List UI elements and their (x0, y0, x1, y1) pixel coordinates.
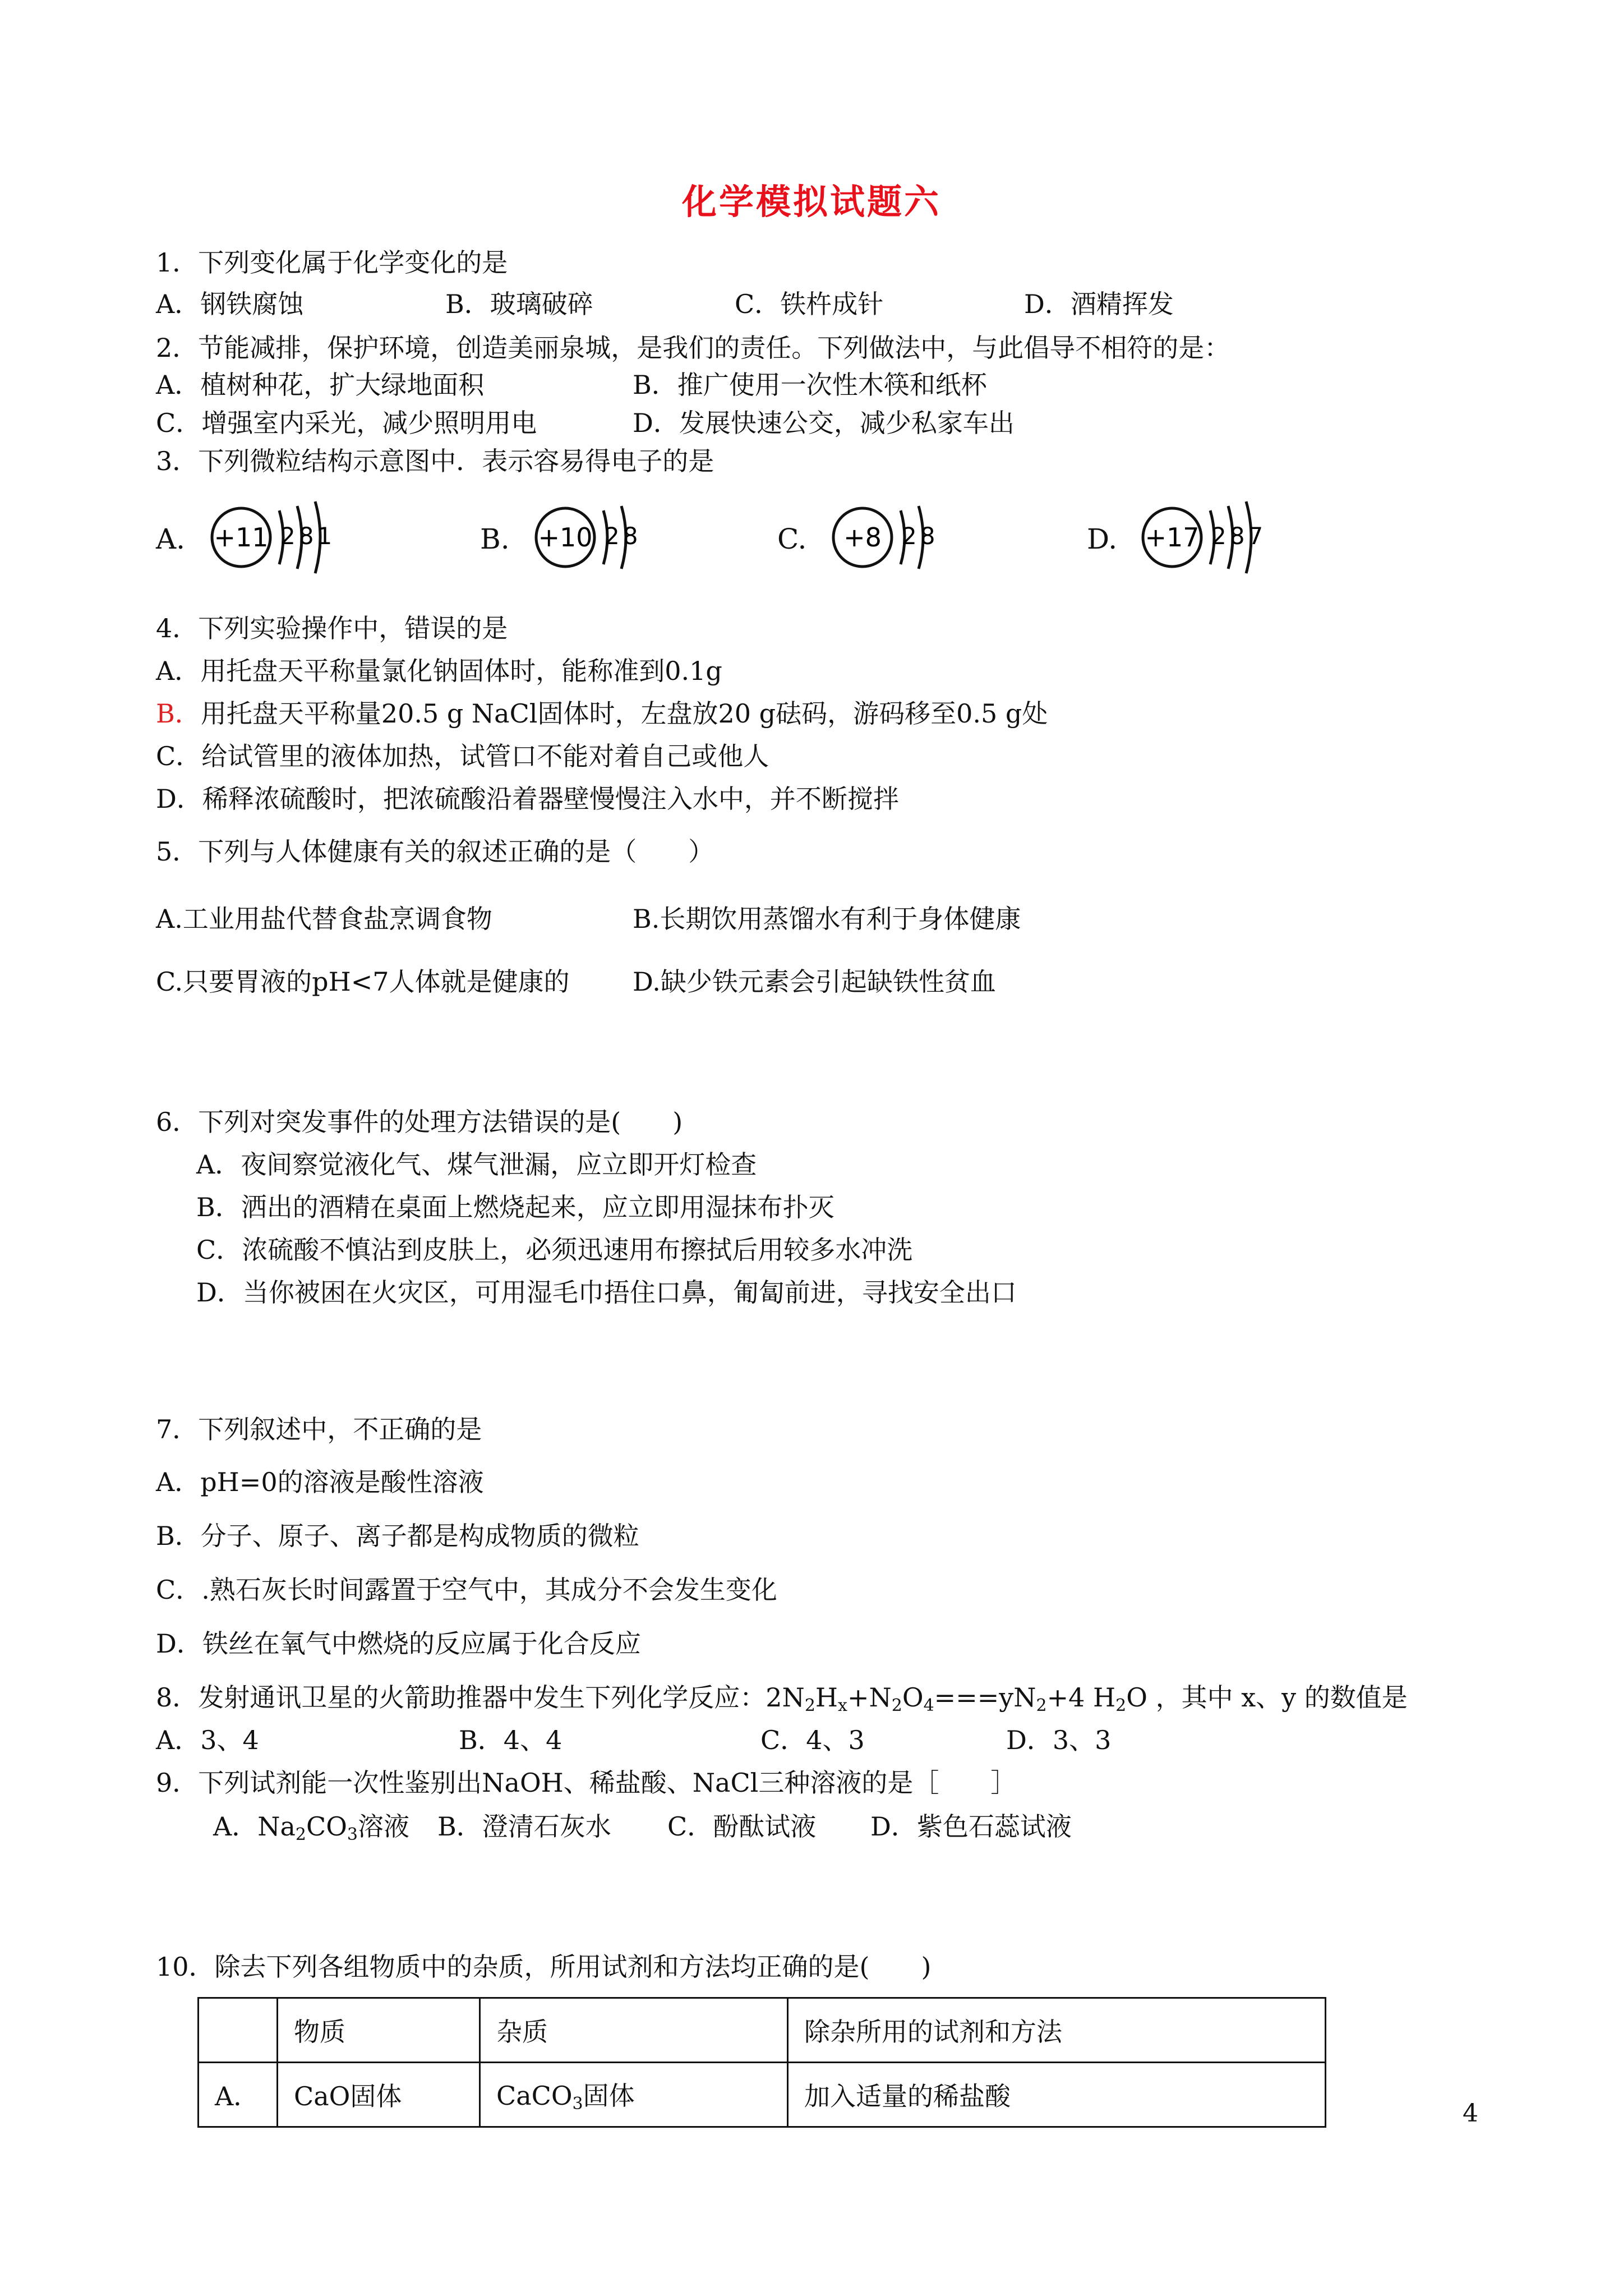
atom-c-nucleus: +8 (843, 522, 882, 553)
q7-option-d: D．铁丝在氧气中燃烧的反应属于化合反应 (156, 1628, 641, 1659)
atom-diagram-c (773, 488, 1031, 600)
table-header-cell: 物质 (278, 1998, 480, 2063)
atom-d-label: D. (1087, 523, 1118, 555)
q9-option-a: A．$Na_2CO_3$溶液 (213, 1811, 410, 1844)
q2-option-b: B．推广使用一次性木筷和纸杯 (633, 370, 987, 400)
q9-option-c: C．酚酞试液 (667, 1811, 817, 1842)
atom-diagram-b (476, 488, 734, 600)
atom-diagram-d (1082, 488, 1340, 600)
table-header-cell: 杂质 (480, 1998, 788, 2063)
q4-option-d: D．稀释浓硫酸时，把浓硫酸沿着器壁慢慢注入水中，并不断搅拌 (156, 784, 899, 814)
q2-option-d: D．发展快速公交，减少私家车出 (633, 408, 1015, 438)
q5-option-d: D.缺少铁元素会引起缺铁性贫血 (633, 967, 996, 997)
q9-option-d: D．紫色石蕊试液 (870, 1811, 1072, 1842)
atom-b-nucleus: +10 (538, 522, 593, 553)
q5-option-a: A.工业用盐代替食盐烹调食物 (156, 904, 492, 934)
question-9-stem: 9．下列试剂能一次性鉴别出NaOH、稀盐酸、NaCl三种溶液的是［ ］ (156, 1768, 1017, 1798)
table-row (199, 2063, 1326, 2127)
q5-option-b: B.长期饮用蒸馏水有利于身体健康 (633, 904, 1021, 934)
q8-stem-text: 8．发射通讯卫星的火箭助推器中发生下列化学反应： (156, 1682, 766, 1713)
atom-d-nucleus: +17 (1145, 522, 1200, 553)
question-3-stem: 3．下列微粒结构示意图中．表示容易得电子的是 (156, 446, 714, 476)
impurity-removal-table (197, 1997, 1326, 2128)
question-10-stem: 10．除去下列各组物质中的杂质，所用试剂和方法均正确的是( ) (156, 1952, 932, 1982)
atom-diagram-a (151, 488, 409, 600)
q2-option-c: C．增强室内采光，减少照明用电 (156, 408, 537, 438)
q1-option-a: A．钢铁腐蚀 (156, 289, 304, 319)
table-header-cell: 除杂所用的试剂和方法 (788, 1998, 1326, 2063)
q2-option-a: A．植树种花，扩大绿地面积 (156, 370, 485, 400)
q8-option-b: B．4、4 (459, 1725, 562, 1755)
q4-option-b-text: 用托盘天平称量20.5 g NaCl固体时，左盘放20 g砝码，游码移至0.5 g处 (200, 698, 1048, 729)
q1-option-d: D．酒精挥发 (1024, 289, 1174, 319)
atom-structure-diagrams (151, 488, 1273, 600)
question-7-stem: 7．下列叙述中，不正确的是 (156, 1414, 482, 1444)
atom-c-shells (823, 488, 1003, 600)
atom-a-electrons: 281 (280, 522, 336, 550)
atom-a-nucleus: +11 (214, 522, 269, 553)
q6-option-c: C．浓硫酸不慎沾到皮肤上，必须迅速用布擦拭后用较多水冲洗 (196, 1235, 913, 1265)
atom-d-electrons: 287 (1211, 522, 1267, 550)
question-1-stem: 1．下列变化属于化学变化的是 (156, 247, 508, 278)
table-cell: CaO固体 (278, 2063, 480, 2127)
q1-option-b: B．玻璃破碎 (445, 289, 593, 319)
atom-b-label: B. (480, 523, 510, 555)
q8-option-d: D．3、3 (1006, 1725, 1112, 1755)
atom-a-label: A. (156, 523, 186, 555)
question-4-stem: 4．下列实验操作中，错误的是 (156, 613, 508, 643)
q8-option-a: A．3、4 (156, 1725, 259, 1755)
table-cell: CaCO$_3$固体 (480, 2063, 788, 2127)
q6-option-a: A．夜间察觉液化气、煤气泄漏，应立即开灯检查 (196, 1149, 757, 1180)
question-5-stem: 5．下列与人体健康有关的叙述正确的是（ ） (156, 836, 714, 867)
question-6-stem: 6．下列对突发事件的处理方法错误的是( ) (156, 1107, 683, 1137)
q1-option-c: C．铁杵成针 (735, 289, 884, 319)
atom-b-electrons: 28 (605, 522, 642, 550)
q5-option-c: C.只要胃液的pH<7人体就是健康的 (156, 967, 570, 997)
atom-c-label: C. (777, 523, 807, 555)
atom-c-electrons: 28 (902, 522, 939, 550)
page-title: 化学模拟试题六 (681, 181, 941, 222)
q7-option-b: B．分子、原子、离子都是构成物质的微粒 (156, 1521, 639, 1551)
q8-option-c: C．4、3 (760, 1725, 865, 1755)
q7-option-c: C．.熟石灰长时间露置于空气中，其成分不会发生变化 (156, 1575, 777, 1605)
q4-option-b (156, 697, 1048, 730)
q4-option-a: A．用托盘天平称量氯化钠固体时，能称准到0.1g (156, 656, 722, 686)
q9-option-b: B．澄清石灰水 (437, 1811, 611, 1842)
q4-option-b-letter: B． (156, 698, 201, 729)
question-8-stem (156, 1681, 1408, 1723)
question-2-stem: 2．节能减排，保护环境，创造美丽泉城，是我们的责任。下列做法中，与此倡导不相符的是： (156, 333, 1230, 363)
table-header-cell (199, 1998, 278, 2063)
q4-option-c: C．给试管里的液体加热，试管口不能对着自己或他人 (156, 741, 769, 771)
table-header-row (199, 1998, 1326, 2063)
atom-d-shells (1133, 488, 1312, 600)
q6-option-b: B．洒出的酒精在桌面上燃烧起来，应立即用湿抹布扑灭 (196, 1192, 834, 1222)
atom-a-shells (202, 488, 381, 600)
page-number: 4 (1463, 2099, 1478, 2128)
table-cell: 加入适量的稀盐酸 (788, 2063, 1326, 2127)
q8-equation: $2N_2H_x+N_2O_4===yN_2+4$ $H_2O$ ，其中 x、y 的数值是 (766, 1682, 1408, 1715)
q7-option-a: A．pH=0的溶液是酸性溶液 (156, 1467, 484, 1497)
q6-option-d: D．当你被困在火灾区，可用湿毛巾捂住口鼻，匍匐前进，寻找安全出口 (196, 1277, 1017, 1308)
table-cell: A． (199, 2063, 278, 2127)
atom-b-shells (526, 488, 706, 600)
